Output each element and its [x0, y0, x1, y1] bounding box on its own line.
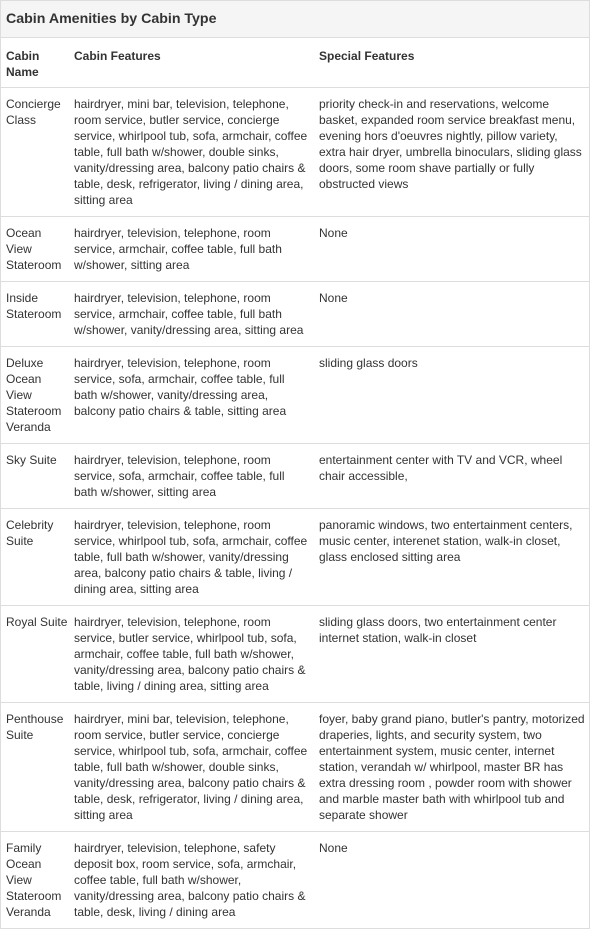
cabin-name: Deluxe Ocean View Stateroom Veranda [1, 347, 69, 444]
cabin-features: hairdryer, television, telephone, room service, butler service, whirlpool tub, sofa, armchair, coffee table, full bath w/shower, vanity/dressing area, balcony patio chairs & table, living / dining area, sitting area [69, 606, 314, 703]
header-cabin-features: Cabin Features [74, 49, 161, 63]
cabin-name: Celebrity Suite [1, 509, 69, 606]
special-features: foyer, baby grand piano, butler's pantry, motorized draperies, lights, and security system, two entertainment system, music center, internet station, verandah w/ whirlpool, master BR has extra dressing room , powder room with shower and marble master bath with whirlpool tub and separate shower [314, 703, 589, 832]
cabin-features: hairdryer, television, telephone, room service, armchair, coffee table, full bath w/shower, sitting area [69, 217, 314, 282]
amenities-table [1, 38, 589, 928]
special-features: sliding glass doors, two entertainment center internet station, walk-in closet [314, 606, 589, 703]
cabin-features: hairdryer, television, telephone, room service, sofa, armchair, coffee table, full bath w/shower, vanity/dressing area, balcony patio chairs & table, sitting area [69, 347, 314, 444]
header-special-features: Special Features [319, 49, 415, 63]
special-features: sliding glass doors [314, 347, 589, 444]
special-features: entertainment center with TV and VCR, wheel chair accessible, [314, 444, 589, 509]
cabin-name: Inside Stateroom [1, 282, 69, 347]
special-features: None [314, 832, 589, 929]
table-row [1, 832, 589, 929]
cabin-features: hairdryer, television, telephone, room service, whirlpool tub, sofa, armchair, coffee table, full bath w/shower, vanity/dressing area, balcony patio chairs & table, living / dining area, sitting area [69, 509, 314, 606]
cabin-name: Royal Suite [1, 606, 69, 703]
special-features: None [314, 282, 589, 347]
header-row [1, 38, 589, 88]
table-row [1, 217, 589, 282]
table-title: Cabin Amenities by Cabin Type [1, 0, 589, 38]
table-row [1, 347, 589, 444]
cabin-features: hairdryer, mini bar, television, telephone, room service, butler service, concierge service, whirlpool tub, sofa, armchair, coffee table, full bath w/shower, double sinks, vanity/dressing area, balcony patio chairs & table, desk, refrigerator, living / dining area, sitting area [69, 88, 314, 217]
cabin-name: Concierge Class [1, 88, 69, 217]
table-row [1, 444, 589, 509]
cabin-name: Sky Suite [1, 444, 69, 509]
cabin-name: Penthouse Suite [1, 703, 69, 832]
cabin-features: hairdryer, television, telephone, room service, sofa, armchair, coffee table, full bath w/shower, sitting area [69, 444, 314, 509]
table-row [1, 282, 589, 347]
special-features: panoramic windows, two entertainment centers, music center, interenet station, walk-in closet, glass enclosed sitting area [314, 509, 589, 606]
cabin-features: hairdryer, television, telephone, safety deposit box, room service, sofa, armchair, coffee table, full bath w/shower, vanity/dressing area, balcony patio chairs & table, desk, living / dining area [69, 832, 314, 929]
header-cabin-name: Cabin Name [6, 49, 40, 79]
cabin-features: hairdryer, television, telephone, room service, armchair, coffee table, full bath w/shower, vanity/dressing area, sitting area [69, 282, 314, 347]
special-features: None [314, 217, 589, 282]
special-features: priority check-in and reservations, welcome basket, expanded room service breakfast menu, evening hors d'oeuvres nightly, pillow variety, extra hair dryer, umbrella binoculars, sliding glass doors, some room shave partially or fully obstructed views [314, 88, 589, 217]
cabin-name: Family Ocean View Stateroom Veranda [1, 832, 69, 929]
table-row [1, 703, 589, 832]
cabin-features: hairdryer, mini bar, television, telephone, room service, butler service, concierge service, whirlpool tub, sofa, armchair, coffee table, full bath w/shower, double sinks, vanity/dressing area, balcony patio chairs & table, desk, refrigerator, living / dining area, sitting area [69, 703, 314, 832]
table-row [1, 606, 589, 703]
table-row [1, 509, 589, 606]
cabin-name: Ocean View Stateroom [1, 217, 69, 282]
table-row [1, 88, 589, 217]
